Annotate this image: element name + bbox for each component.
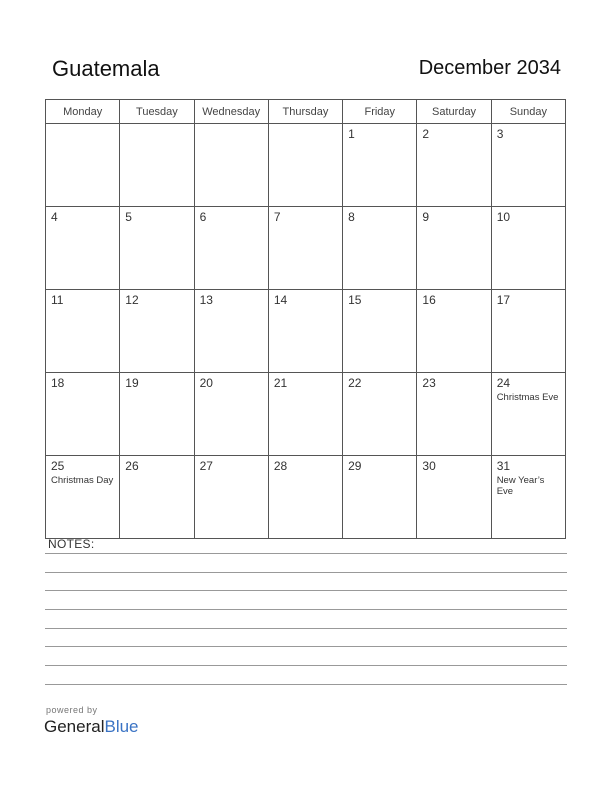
note-line bbox=[45, 609, 567, 610]
day-number: 21 bbox=[273, 376, 288, 390]
day-number: 3 bbox=[496, 127, 504, 141]
day-cell bbox=[343, 207, 417, 290]
day-cell bbox=[491, 207, 565, 290]
day-cell bbox=[268, 373, 342, 456]
day-number: 29 bbox=[348, 459, 362, 473]
day-cell bbox=[417, 290, 491, 373]
day-number: 24 bbox=[496, 376, 511, 390]
day-number: 27 bbox=[199, 459, 213, 473]
powered-by-text: powered by bbox=[46, 705, 98, 715]
logo-blue: Blue bbox=[104, 717, 139, 736]
day-cell bbox=[491, 290, 565, 373]
note-line bbox=[45, 646, 567, 647]
day-cell bbox=[194, 373, 268, 456]
day-cell bbox=[194, 124, 268, 207]
day-cell bbox=[46, 373, 120, 456]
generalblue-logo[interactable] bbox=[44, 717, 139, 737]
logo-general: General bbox=[44, 717, 105, 736]
weekday-tuesday: Tuesday bbox=[120, 100, 194, 124]
weekday-sunday: Sunday bbox=[491, 100, 565, 124]
day-number: 12 bbox=[125, 293, 139, 307]
holiday-label: Christmas Eve bbox=[496, 392, 559, 403]
day-cell bbox=[194, 207, 268, 290]
day-cell bbox=[343, 456, 417, 539]
day-cell bbox=[268, 456, 342, 539]
note-line bbox=[45, 553, 567, 554]
weekday-wednesday: Wednesday bbox=[194, 100, 268, 124]
day-cell bbox=[491, 124, 565, 207]
day-cell bbox=[120, 456, 194, 539]
weekday-thursday: Thursday bbox=[268, 100, 342, 124]
week-row bbox=[46, 456, 566, 539]
day-number: 19 bbox=[125, 376, 139, 390]
week-row bbox=[46, 124, 566, 207]
day-cell bbox=[46, 456, 120, 539]
day-number: 7 bbox=[273, 210, 281, 224]
day-number: 9 bbox=[422, 210, 430, 224]
week-row bbox=[46, 207, 566, 290]
week-row bbox=[46, 290, 566, 373]
day-number: 13 bbox=[199, 293, 213, 307]
day-cell bbox=[120, 124, 194, 207]
day-cell bbox=[120, 207, 194, 290]
note-line bbox=[45, 684, 567, 685]
day-number: 1 bbox=[348, 127, 355, 141]
day-cell bbox=[417, 373, 491, 456]
day-number: 2 bbox=[422, 127, 430, 141]
day-number: 8 bbox=[348, 210, 355, 224]
day-cell bbox=[120, 373, 194, 456]
day-cell bbox=[194, 456, 268, 539]
day-cell bbox=[417, 124, 491, 207]
day-number: 6 bbox=[199, 210, 207, 224]
day-cell bbox=[46, 207, 120, 290]
day-number: 15 bbox=[348, 293, 362, 307]
day-cell bbox=[343, 124, 417, 207]
day-number: 23 bbox=[422, 376, 436, 390]
weekday-monday: Monday bbox=[46, 100, 120, 124]
note-line bbox=[45, 628, 567, 629]
day-cell bbox=[417, 456, 491, 539]
day-number: 18 bbox=[51, 376, 65, 390]
day-number: 20 bbox=[199, 376, 213, 390]
day-cell bbox=[194, 290, 268, 373]
day-number: 30 bbox=[422, 459, 436, 473]
weekday-saturday: Saturday bbox=[417, 100, 491, 124]
day-number: 17 bbox=[496, 293, 511, 307]
day-cell bbox=[268, 124, 342, 207]
day-cell bbox=[343, 373, 417, 456]
calendar-grid bbox=[45, 99, 566, 539]
day-cell bbox=[491, 373, 565, 456]
month-title: December 2034 bbox=[418, 57, 561, 79]
day-number: 31 bbox=[496, 459, 511, 473]
day-cell bbox=[491, 456, 565, 539]
weekday-header-row bbox=[46, 100, 566, 124]
day-number: 25 bbox=[51, 459, 65, 473]
holiday-label: Christmas Day bbox=[51, 475, 114, 486]
day-number: 26 bbox=[125, 459, 139, 473]
day-cell bbox=[46, 124, 120, 207]
note-line bbox=[45, 665, 567, 666]
day-number: 5 bbox=[125, 210, 132, 224]
day-number: 11 bbox=[51, 293, 64, 307]
notes-label: NOTES: bbox=[48, 537, 95, 551]
weekday-friday: Friday bbox=[343, 100, 417, 124]
day-number: 16 bbox=[422, 293, 436, 307]
day-cell bbox=[46, 290, 120, 373]
note-line bbox=[45, 572, 567, 573]
day-number: 10 bbox=[496, 210, 511, 224]
day-number: 22 bbox=[348, 376, 362, 390]
holiday-label: New Year’s Eve bbox=[496, 475, 545, 497]
day-cell bbox=[268, 207, 342, 290]
day-cell bbox=[417, 207, 491, 290]
country-title: Guatemala bbox=[52, 56, 160, 81]
day-number: 4 bbox=[51, 210, 58, 224]
day-number: 14 bbox=[273, 293, 288, 307]
day-cell bbox=[343, 290, 417, 373]
day-cell bbox=[120, 290, 194, 373]
week-row bbox=[46, 373, 566, 456]
note-line bbox=[45, 590, 567, 591]
day-cell bbox=[268, 290, 342, 373]
day-number: 28 bbox=[273, 459, 288, 473]
